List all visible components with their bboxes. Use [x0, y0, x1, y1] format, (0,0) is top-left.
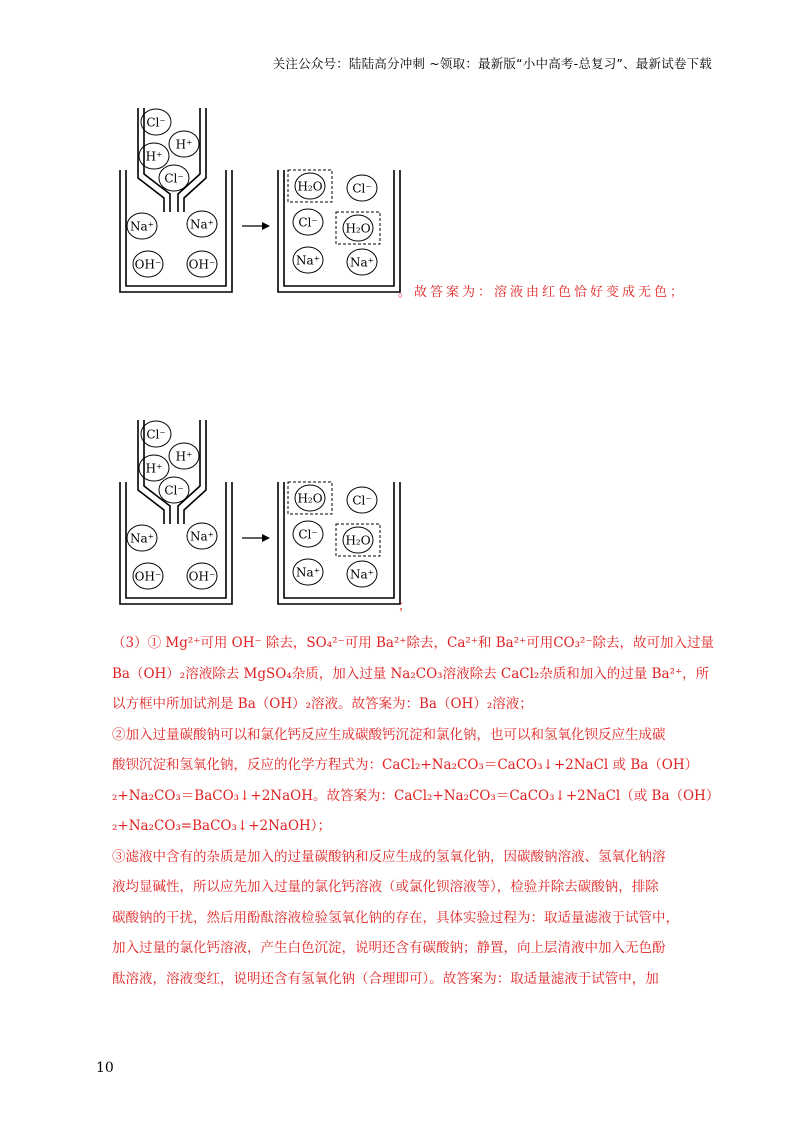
molecule-water [288, 482, 332, 514]
svg-text:Na⁺: Na⁺ [350, 255, 374, 270]
ion-chloride [293, 521, 323, 547]
svg-text:Cl⁻: Cl⁻ [298, 527, 318, 542]
svg-text:OH⁻: OH⁻ [134, 569, 162, 584]
page-number: 10 [96, 1060, 114, 1076]
ion-sodium [347, 561, 377, 587]
ion-chloride [347, 487, 377, 513]
ion-hydroxide [187, 563, 217, 589]
svg-text:H₂O: H₂O [345, 221, 371, 236]
molecule-water [288, 170, 332, 202]
ion-sodium [127, 525, 157, 551]
svg-text:Cl⁻: Cl⁻ [164, 171, 184, 186]
svg-text:Na⁺: Na⁺ [296, 565, 320, 580]
ion-chloride [293, 209, 323, 235]
answer-line: ②加入过量碳酸钠可以和氯化钙反应生成碳酸钙沉淀和氯化钠，也可以和氢氧化钡反应生成碳 [112, 726, 666, 743]
svg-text:Na⁺: Na⁺ [190, 217, 214, 232]
molecule-water [336, 212, 380, 244]
ion-sodium [293, 559, 323, 585]
ion-sodium [187, 211, 217, 237]
diagram-2-trailing-semicolon: ； [398, 599, 412, 614]
svg-text:Cl⁻: Cl⁻ [352, 181, 372, 196]
svg-text:H⁺: H⁺ [145, 461, 163, 476]
ion-hydrogen [169, 131, 199, 157]
svg-text:OH⁻: OH⁻ [188, 569, 216, 584]
answer-line: 酞溶液，溶液变红，说明还含有氢氧化钠（合理即可）。故答案为：取适量滤液于试管中，加 [112, 970, 659, 987]
ion-chloride [141, 421, 171, 447]
ion-hydrogen [169, 443, 199, 469]
svg-text:H⁺: H⁺ [175, 137, 193, 152]
answer-line: 碳酸钠的干扰，然后用酚酞溶液检验氢氧化钠的存在，具体实验过程为：取适量滤液于试管中， [112, 909, 679, 926]
svg-text:Na⁺: Na⁺ [130, 219, 154, 234]
answer-line: Ba（OH）₂溶液除去 MgSO₄杂质，加入过量 Na₂CO₃溶液除去 CaCl₂杂质和加入的过量 Ba²⁺，所 [112, 665, 710, 682]
answer-line: （3）① Mg²⁺可用 OH⁻ 除去，SO₄²⁻可用 Ba²⁺除去，Ca²⁺和 Ba²⁺可用CO₃²⁻除去，故可加入过量 [112, 635, 715, 651]
svg-text:Cl⁻: Cl⁻ [298, 215, 318, 230]
ion-chloride [159, 165, 189, 191]
page-header: 关注公众号：陆陆高分冲刺 ~领取：最新版“小中高考-总复习”、最新试卷下载 [272, 56, 712, 71]
ion-sodium [127, 213, 157, 239]
svg-text:H⁺: H⁺ [175, 449, 193, 464]
answer-line: 加入过量的氯化钙溶液，产生白色沉淀，说明还含有碳酸钠；静置，向上层清液中加入无色酚 [112, 940, 666, 956]
svg-text:H₂O: H₂O [297, 179, 323, 194]
ion-hydroxide [133, 563, 163, 589]
svg-text:Na⁺: Na⁺ [350, 567, 374, 582]
svg-text:Na⁺: Na⁺ [190, 529, 214, 544]
svg-text:Na⁺: Na⁺ [130, 531, 154, 546]
svg-text:H₂O: H₂O [297, 491, 323, 506]
svg-text:Na⁺: Na⁺ [296, 253, 320, 268]
svg-text:Cl⁻: Cl⁻ [146, 427, 166, 442]
ion-chloride [141, 109, 171, 135]
answer-line: ₂+Na₂CO₃＝BaCO₃↓+2NaOH。故答案为：CaCl₂+Na₂CO₃＝CaCO₃↓+2NaCl（或 Ba（OH） [112, 787, 720, 804]
answer-line: 液均显碱性，所以应先加入过量的氯化钙溶液（或氯化钡溶液等），检验并除去碳酸钠，排除 [112, 879, 659, 895]
svg-text:H⁺: H⁺ [145, 149, 163, 164]
svg-text:OH⁻: OH⁻ [188, 257, 216, 272]
svg-text:Cl⁻: Cl⁻ [164, 483, 184, 498]
svg-text:H₂O: H₂O [345, 533, 371, 548]
molecule-water [336, 524, 380, 556]
ion-chloride [347, 175, 377, 201]
answer-line: ③滤液中含有的杂质是加入的过量碳酸钠和反应生成的氢氧化钠，因碳酸钠溶液、氢氧化钠溶 [112, 848, 666, 865]
neutralization-diagram-1 [112, 100, 412, 300]
ion-chloride [159, 477, 189, 503]
ion-hydroxide [133, 251, 163, 277]
svg-text:Cl⁻: Cl⁻ [352, 493, 372, 508]
answer-line: 以方框中所加试剂是 Ba（OH）₂溶液。故答案为：Ba（OH）₂溶液； [112, 696, 533, 712]
svg-text:OH⁻: OH⁻ [134, 257, 162, 272]
answer-section-3 [112, 628, 720, 994]
neutralization-diagram-2 [112, 412, 412, 612]
ion-sodium [347, 249, 377, 275]
ion-hydroxide [187, 251, 217, 277]
answer-line: ₂+Na₂CO₃=BaCO₃↓+2NaOH）； [112, 818, 332, 834]
answer-line: 酸钡沉淀和氢氧化钠，反应的化学方程式为：CaCl₂+Na₂CO₃＝CaCO₃↓+2NaCl 或 Ba（OH） [112, 757, 699, 773]
answer-text-color-change: 。故答案为：溶液由红色恰好变成无色； [398, 285, 687, 300]
ion-sodium [187, 523, 217, 549]
ion-sodium [293, 247, 323, 273]
svg-text:Cl⁻: Cl⁻ [146, 115, 166, 130]
